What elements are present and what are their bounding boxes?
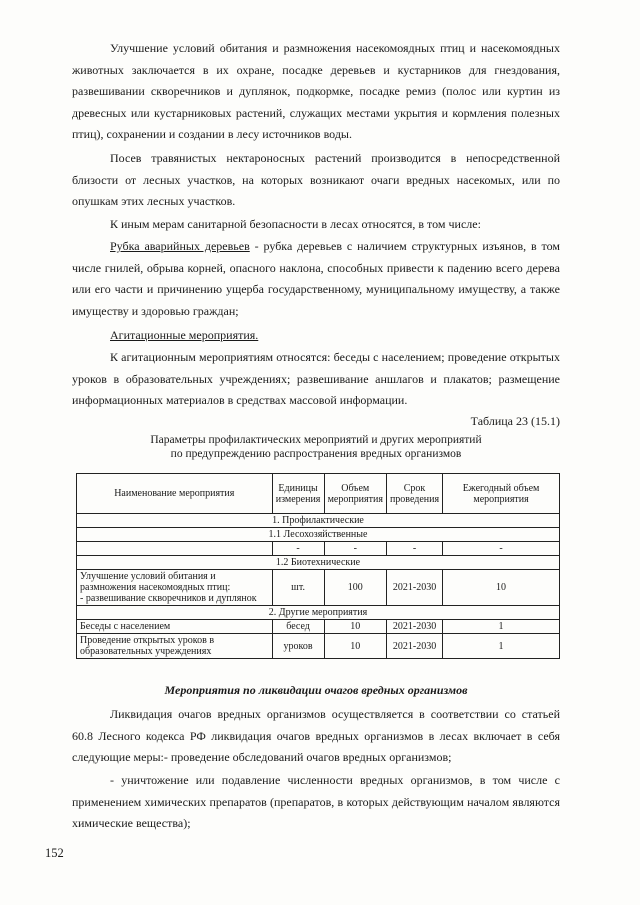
table-title-line2: по предупреждению распространения вредных организмов — [170, 448, 462, 460]
section-prophylactic: 1. Профилактические — [77, 514, 560, 528]
cell-bio-volume: 100 — [324, 570, 386, 606]
cell-lessons-unit: уроков — [272, 634, 324, 659]
header-name: Наименование мероприятия — [77, 474, 273, 514]
bio-name-line1: Улучшение условий обитания и — [80, 571, 216, 582]
table-row — [77, 634, 560, 659]
paragraph-nectar-plants: Посев травянистых нектароносных растений производится в непосредственной близости от лесных участков, на которых возникают очаги вредных насекомых, или по опушкам этих лесных участков. — [72, 151, 560, 208]
table-row — [77, 528, 560, 542]
bio-name-line2: размножения насекомоядных птиц: — [80, 582, 231, 593]
table-number: Таблица 23 (15.1) — [470, 414, 560, 428]
cell-bio-unit: шт. — [272, 570, 324, 606]
emergency-felling-text: - рубка деревьев с наличием структурных изъянов, в том числе гнилей, обрыва корней, опасного наклона, способных привести к падению всего дерева или его части и причинению ущерба государственному, муниципальному имуществу, а также имуществу и здоровью граждан; — [72, 239, 560, 318]
cell-bio-name — [77, 570, 273, 606]
cell-empty — [77, 542, 273, 556]
cell-lessons-annual: 1 — [443, 634, 560, 659]
section-forestry: 1.1 Лесохозяйственные — [77, 528, 560, 542]
paragraph-emergency-felling — [72, 236, 560, 322]
cell-talks-unit: бесед — [272, 620, 324, 634]
paragraph-liquidation: Ликвидация очагов вредных организмов осуществляется в соответствии со статьей 60.8 Лесного кодекса РФ ликвидация очагов вредных организмов в лесах включает в себя следующие меры:- проведение обследований очагов вредных организмов; — [72, 707, 560, 764]
section-heading-liquidation: Мероприятия по ликвидации очагов вредных организмов — [164, 683, 468, 697]
table-row — [77, 620, 560, 634]
cell-talks-period: 2021-2030 — [386, 620, 442, 634]
cell-bio-period: 2021-2030 — [386, 570, 442, 606]
cell-talks-annual: 1 — [443, 620, 560, 634]
table-header-row — [77, 474, 560, 514]
header-unit: Единицы измерения — [272, 474, 324, 514]
paragraph-campaign-heading — [72, 325, 560, 347]
paragraph-bird-habitat: Улучшение условий обитания и размножения насекомоядных птиц и насекомоядных животных заключается в их охране, посадке деревьев и кустарников для гнездования, развешивании скворечников и дуплянок, подкормке, посадке ремиз (полос или куртин из древесных или кустарниковых растений, служащих местами укрытия и кормления полезных птиц), сохранении и создании в лесу источников воды. — [72, 41, 560, 141]
table-row — [77, 542, 560, 556]
section-biotechnical: 1.2 Биотехнические — [77, 556, 560, 570]
parameters-table — [76, 473, 560, 659]
cell-talks-volume: 10 — [324, 620, 386, 634]
table-title — [72, 433, 560, 461]
paragraph-destruction: - уничтожение или подавление численности вредных организмов, в том числе с применением химических препаратов (препаратов, в которых действующим началом являются химические вещества); — [72, 773, 560, 830]
cell-dash: - — [272, 542, 324, 556]
page-number: 152 — [45, 846, 64, 860]
cell-lessons-volume: 10 — [324, 634, 386, 659]
paragraph-other-measures: К иным мерам санитарной безопасности в лесах относятся, в том числе: — [110, 217, 481, 231]
table-row — [77, 556, 560, 570]
section-other: 2. Другие мероприятия — [77, 606, 560, 620]
cell-bio-annual: 10 — [443, 570, 560, 606]
lessons-name-line2: образовательных учреждениях — [80, 646, 212, 657]
cell-dash: - — [386, 542, 442, 556]
table-row — [77, 606, 560, 620]
header-volume: Объем мероприятия — [324, 474, 386, 514]
cell-dash: - — [324, 542, 386, 556]
cell-lessons-name — [77, 634, 273, 659]
cell-talks-name: Беседы с населением — [77, 620, 273, 634]
table-title-line1: Параметры профилактических мероприятий и других мероприятий — [150, 434, 482, 446]
campaign-heading-term: Агитационные мероприятия. — [110, 328, 259, 342]
emergency-felling-term: Рубка аварийных деревьев — [110, 239, 250, 253]
lessons-name-line1: Проведение открытых уроков в — [80, 635, 215, 646]
table-row — [77, 514, 560, 528]
cell-lessons-period: 2021-2030 — [386, 634, 442, 659]
bio-name-line3: - развешивание скворечников и дуплянок — [80, 593, 257, 604]
paragraph-campaign-measures: К агитационным мероприятиям относятся: беседы с населением; проведение открытых уроков в образовательных учреждениях; развешивание аншлагов и плакатов; размещение информационных материалов в средствах массовой информации. — [72, 350, 560, 407]
cell-dash: - — [443, 542, 560, 556]
table-row — [77, 570, 560, 606]
header-period: Срок проведения — [386, 474, 442, 514]
header-annual: Ежегодный объем мероприятия — [443, 474, 560, 514]
